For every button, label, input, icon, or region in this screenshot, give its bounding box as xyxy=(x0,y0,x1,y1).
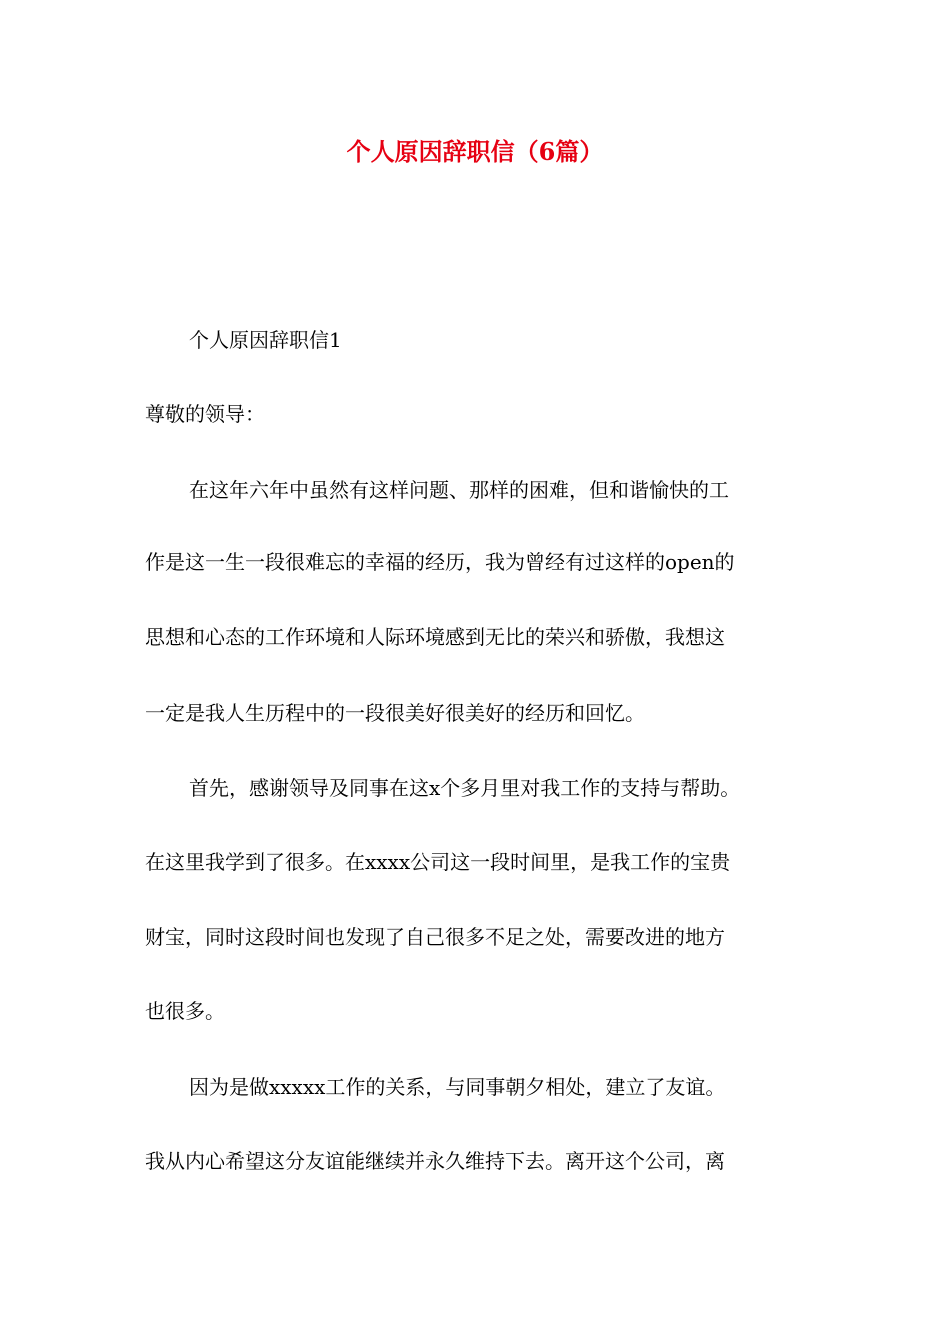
paragraph-line: 财宝，同时这段时间也发现了自己很多不足之处，需要改进的地方 xyxy=(145,925,725,949)
paragraph-line: 在这里我学到了很多。在xxxx公司这一段时间里，是我工作的宝贵 xyxy=(145,850,731,874)
paragraph-line: 也很多。 xyxy=(145,999,225,1023)
section-heading: 个人原因辞职信1 xyxy=(189,328,342,352)
paragraph-line: 我从内心希望这分友谊能继续并永久维持下去。离开这个公司，离 xyxy=(145,1149,725,1173)
paragraph-line: 因为是做xxxxx工作的关系，与同事朝夕相处，建立了友谊。 xyxy=(189,1075,726,1099)
paragraph-line: 一定是我人生历程中的一段很美好很美好的经历和回忆。 xyxy=(145,701,645,725)
paragraph-line: 在这年六年中虽然有这样问题、那样的困难，但和谐愉快的工 xyxy=(189,478,729,502)
paragraph-line: 作是这一生一段很难忘的幸福的经历，我为曾经有过这样的open的 xyxy=(145,550,735,574)
paragraph-line: 首先，感谢领导及同事在这x个多月里对我工作的支持与帮助。 xyxy=(189,776,741,800)
salutation: 尊敬的领导： xyxy=(145,402,265,426)
paragraph-line: 思想和心态的工作环境和人际环境感到无比的荣兴和骄傲，我想这 xyxy=(145,625,725,649)
document-title: 个人原因辞职信（6篇） xyxy=(346,137,604,166)
